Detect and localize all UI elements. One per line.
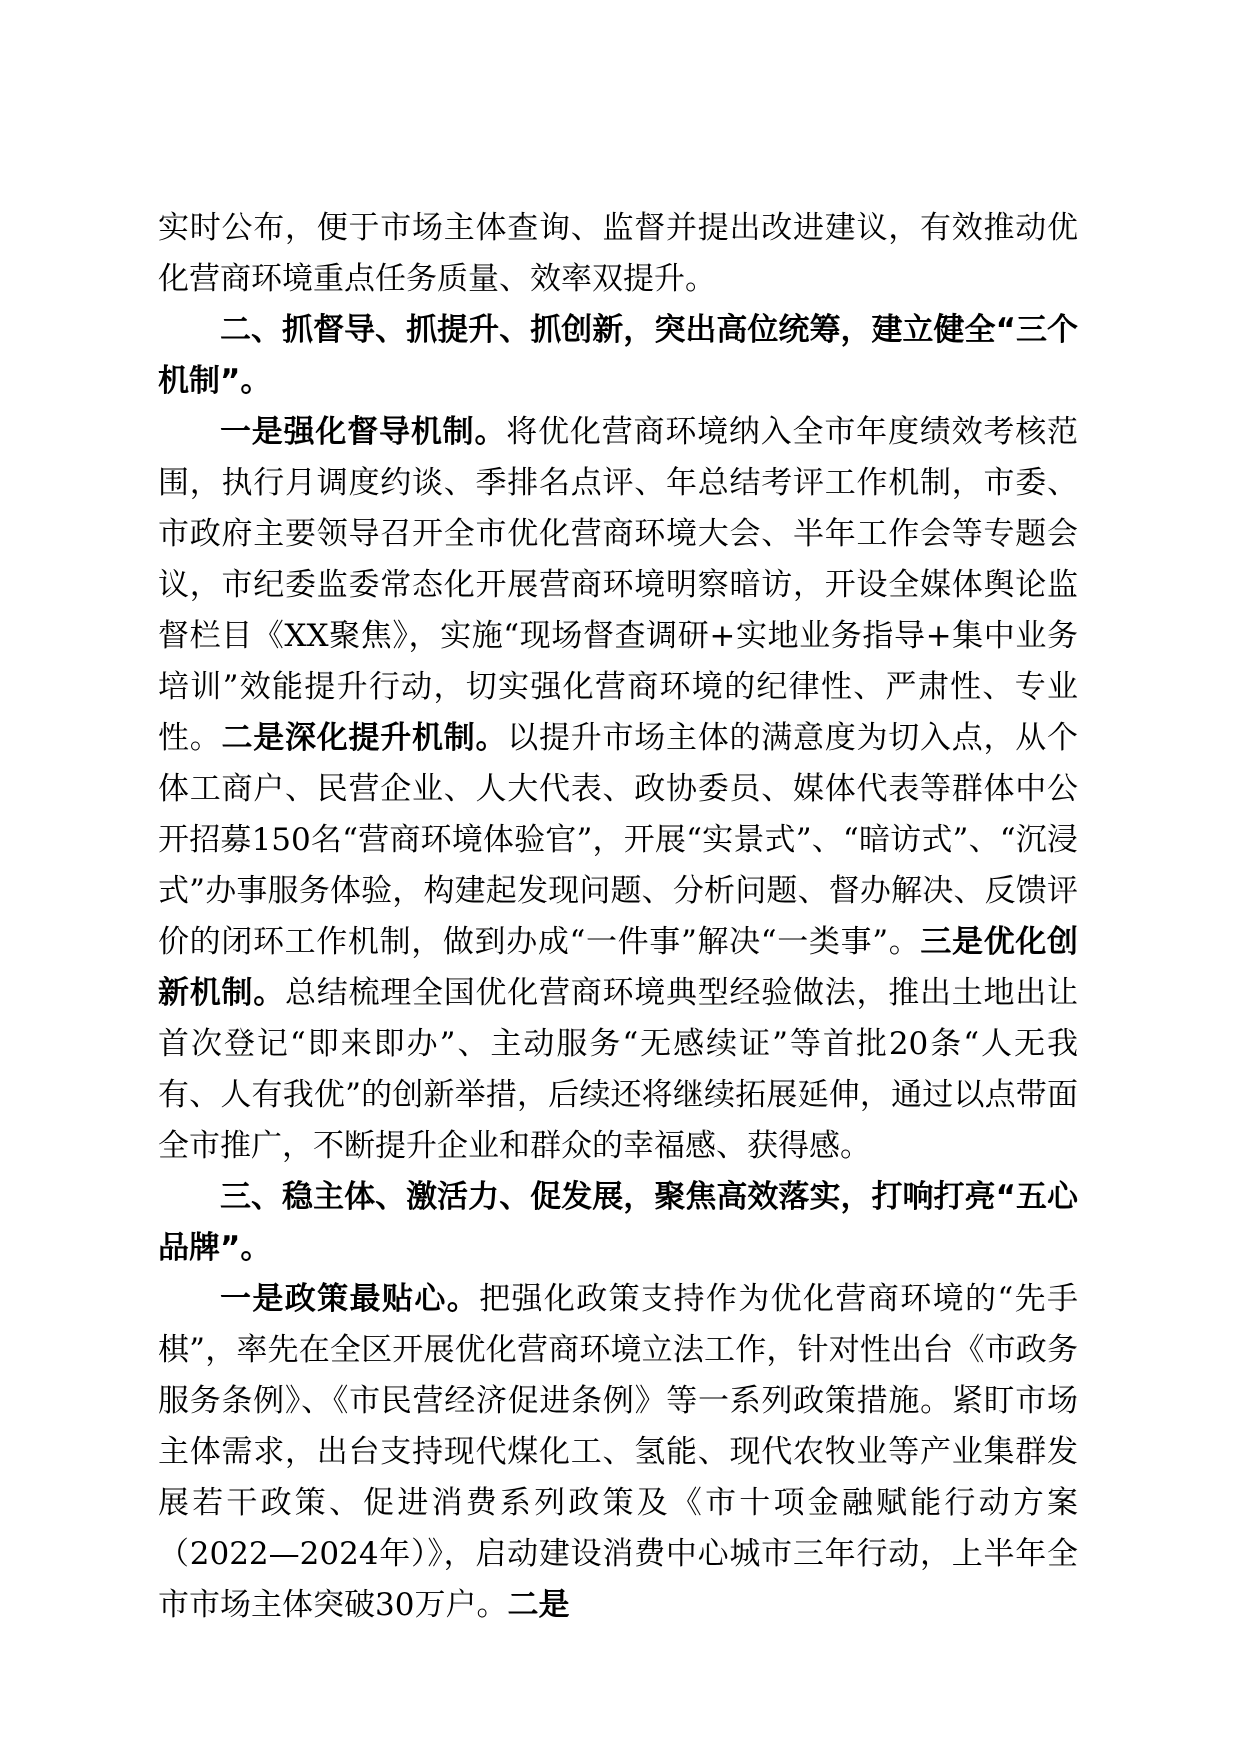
paragraph-brands xyxy=(158,1274,1078,1631)
lead-improvement: 二是深化提升机制。 xyxy=(221,720,508,756)
document-page xyxy=(158,203,1078,1631)
paragraph-text: 总结梳理全国优化营商环境典型经验做法，推出土地出让首次登记“即来即办”、主动服务“无感续证”等首批20条“人无我有、人有我优”的创新举措，后续还将继续拓展延伸，通过以点带面全市推广，不断提升企业和群众的幸福感、获得感。 xyxy=(158,975,1078,1164)
paragraph-mechanisms xyxy=(158,407,1078,1172)
paragraph-text: 实时公布，便于市场主体查询、监督并提出改进建议，有效推动优化营商环境重点任务质量、效率双提升。 xyxy=(158,210,1078,297)
section-heading-three xyxy=(158,1172,1078,1274)
heading-text: 三、稳主体、激活力、促发展，聚焦高效落实，打响打亮“五心品牌”。 xyxy=(158,1179,1078,1266)
heading-text: 二、抓督导、抓提升、抓创新，突出高位统筹，建立健全“三个机制”。 xyxy=(158,312,1078,399)
section-heading-two xyxy=(158,305,1078,407)
lead-second: 二是 xyxy=(507,1587,570,1623)
paragraph-text: 将优化营商环境纳入全市年度绩效考核范围，执行月调度约谈、季排名点评、年总结考评工作机制，市委、市政府主要领导召开全市优化营商环境大会、半年工作会等专题会议，市纪委监委常态化开展营商环境明察暗访，开设全媒体舆论监督栏目《XX聚焦》，实施“现场督查调研+实地业务指导+集中业务培训”效能提升行动，切实强化营商环境的纪律性、严肃性、专业性。 xyxy=(158,414,1079,756)
lead-supervision: 一是强化督导机制。 xyxy=(220,414,507,450)
lead-innovation: 三是优化创新机制。 xyxy=(158,924,1079,1011)
paragraph-text: 以提升市场主体的满意度为切入点，从个体工商户、民营企业、人大代表、政协委员、媒体代表等群体中公开招募150名“营商环境体验官”，开展“实景式”、“暗访式”、“沉浸式”办事服务体验，构建起发现问题、分析问题、督办解决、反馈评价的闭环工作机制，做到办成“一件事”解决“一类事”。 xyxy=(158,720,1078,960)
lead-policy: 一是政策最贴心。 xyxy=(220,1281,480,1317)
paragraph-text: 把强化政策支持作为优化营商环境的“先手棋”，率先在全区开展优化营商环境立法工作，针对性出台《市政务服务条例》、《市民营经济促进条例》等一系列政策措施。紧盯市场主体需求，出台支持现代煤化工、氢能、现代农牧业等产业集群发展若干政策、促进消费系列政策及《市十项金融赋能行动方案（2022—2024年）》，启动建设消费中心城市三年行动，上半年全市市场主体突破30万户。 xyxy=(158,1281,1078,1623)
paragraph-continuation xyxy=(158,203,1078,305)
